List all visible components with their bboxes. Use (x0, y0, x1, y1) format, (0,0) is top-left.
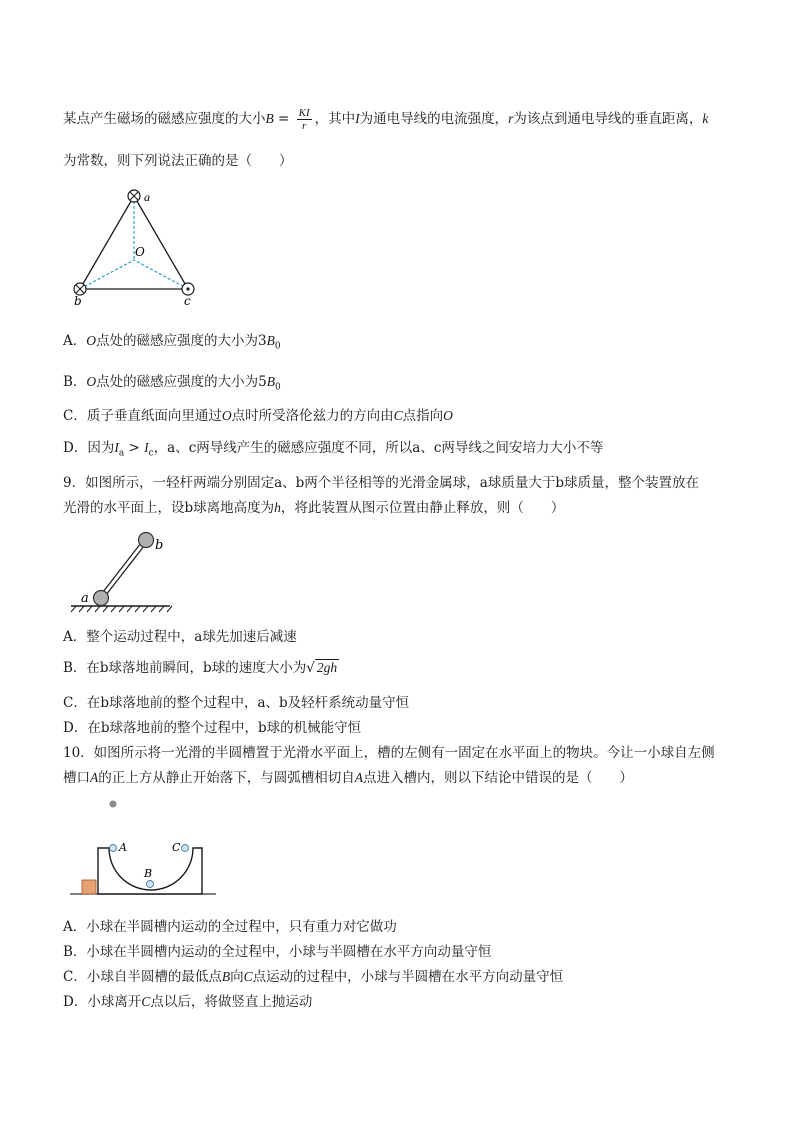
q10-option-D (63, 992, 312, 1012)
light-rod (101, 540, 146, 598)
q10-stem-line-1: 10．如图所示将一光滑的半圆槽置于光滑水平面上，槽的左侧有一固定在水平面上的物块。今让一小球自左侧 (63, 745, 715, 761)
var-B: B (266, 374, 276, 389)
text: 槽口 (63, 770, 90, 786)
var-h: h (274, 500, 281, 515)
text: 点时所受洛伦兹力的方向由 (231, 408, 394, 424)
option-letter: A． (63, 333, 87, 349)
text: D．小球离开 (63, 994, 142, 1010)
text: 点处的磁感应强度的大小为 (96, 374, 259, 390)
formula-fraction (297, 107, 312, 132)
text: 点处的磁感应强度的大小为 (96, 333, 258, 349)
text: ，a、c两导线产生的磁感应强度不同，所以a、c两导线之间安培力大小不等 (153, 440, 604, 456)
q9-option-A: A．整个运动过程中，a球先加速后减速 (63, 629, 297, 645)
text: 为通电导线的电流强度， (359, 111, 509, 127)
semicircle-groove-figure (68, 796, 220, 900)
var-r: r (508, 111, 514, 126)
q9-stem-line-1: 9．如图所示，一轻杆两端分别固定a、b两个半径相等的光滑金属球，a球质量大于b球质量，整个装置放在 (63, 475, 699, 491)
label-a: a (81, 591, 89, 606)
q10-stem-line-2 (63, 768, 633, 788)
fixed-block (82, 880, 96, 894)
ball-position-A (110, 845, 117, 852)
triangle-wires-figure (68, 185, 208, 305)
q8-option-D (63, 438, 603, 464)
fraction-denominator: r (302, 120, 307, 132)
text: ，将此装置从图示位置由静止释放，则（ ） (280, 500, 565, 516)
label-a: a (144, 190, 150, 204)
value: 5 (258, 374, 267, 390)
greater-than: > (124, 440, 145, 456)
label-C: C (172, 841, 181, 854)
intro-line-2: 为常数，则下列说法正确的是（ ） (63, 153, 293, 169)
text: ，其中 (314, 111, 356, 127)
ball-b (139, 533, 154, 548)
fraction-numerator: KI (298, 107, 310, 119)
var-I: I (114, 440, 119, 455)
text: 为该点到通电导线的垂直距离， (513, 111, 703, 127)
var-B: B (265, 111, 274, 126)
q10-option-A: A．小球在半圆槽内运动的全过程中，只有重力对它做功 (63, 919, 397, 935)
text: 的正上方从静止开始落下，与圆弧槽相切自 (98, 770, 355, 786)
var-O: O (86, 374, 97, 389)
q8-option-A (63, 331, 281, 357)
var-I: I (144, 440, 149, 455)
option-letter: B． (63, 374, 87, 390)
text: D．因为 (63, 440, 115, 456)
ball-position-C (182, 845, 189, 852)
text: 向 (230, 969, 244, 985)
text: C．质子垂直纸面向里通过 (63, 408, 222, 424)
q8-option-C (63, 406, 453, 426)
value: 3 (258, 333, 267, 349)
q9-stem-line-2 (63, 498, 564, 518)
subscript: 0 (275, 382, 281, 393)
text: C．小球自半圆槽的最低点 (63, 969, 222, 985)
var-C: C (393, 408, 403, 423)
text: 点进入槽内，则以下结论中错误的是（ ） (363, 770, 633, 786)
q10-option-C (63, 967, 563, 987)
subscript: c (148, 448, 154, 459)
ground-hatching (71, 606, 172, 612)
sqrt-expression (306, 658, 339, 678)
q9-option-D: D．在b球落地前的整个过程中，b球的机械能守恒 (63, 720, 362, 736)
wire-a-into-page-icon (128, 190, 140, 202)
var-A: A (354, 770, 363, 785)
text: 某点产生磁场的磁感应强度的大小 (63, 111, 266, 127)
var-I: I (355, 111, 360, 126)
radicand: 2gh (316, 660, 338, 675)
label-b: b (155, 538, 164, 553)
var-B: B (266, 333, 275, 348)
falling-ball (110, 801, 117, 808)
q9-option-B (63, 658, 339, 678)
radical-sign: √ (306, 660, 315, 676)
text: B．在b球落地前瞬间，b球的速度大小为 (63, 660, 307, 676)
ball-a (94, 591, 109, 606)
var-C: C (243, 969, 253, 984)
label-b: b (74, 294, 82, 305)
label-O: O (135, 245, 145, 259)
var-A: A (90, 770, 99, 785)
subscript: 0 (274, 341, 281, 352)
var-B: B (221, 969, 231, 984)
label-B: B (144, 867, 153, 880)
var-C: C (141, 994, 151, 1009)
rod-balls-figure (68, 528, 178, 614)
subscript: a (118, 448, 125, 459)
q8-option-B (63, 372, 281, 398)
q10-option-B: B．小球在半圆槽内运动的全过程中，小球与半圆槽在水平方向动量守恒 (63, 944, 492, 960)
equals: = (273, 111, 294, 127)
ball-position-B (147, 881, 154, 888)
var-O: O (221, 408, 232, 423)
text: 光滑的水平面上，设b球离地高度为 (63, 500, 275, 516)
text: 点以后，将做竖直上抛运动 (150, 994, 313, 1010)
label-A: A (119, 841, 127, 854)
text: 点指向 (402, 408, 444, 424)
var-k: k (702, 111, 709, 126)
label-c: c (184, 294, 191, 305)
intro-line-1 (63, 107, 708, 132)
var-O: O (443, 408, 453, 423)
text: 点运动的过程中，小球与半圆槽在水平方向动量守恒 (252, 969, 564, 985)
var-O: O (86, 333, 96, 348)
q9-option-C: C．在b球落地前的整个过程中，a、b及轻杆系统动量守恒 (63, 695, 410, 711)
